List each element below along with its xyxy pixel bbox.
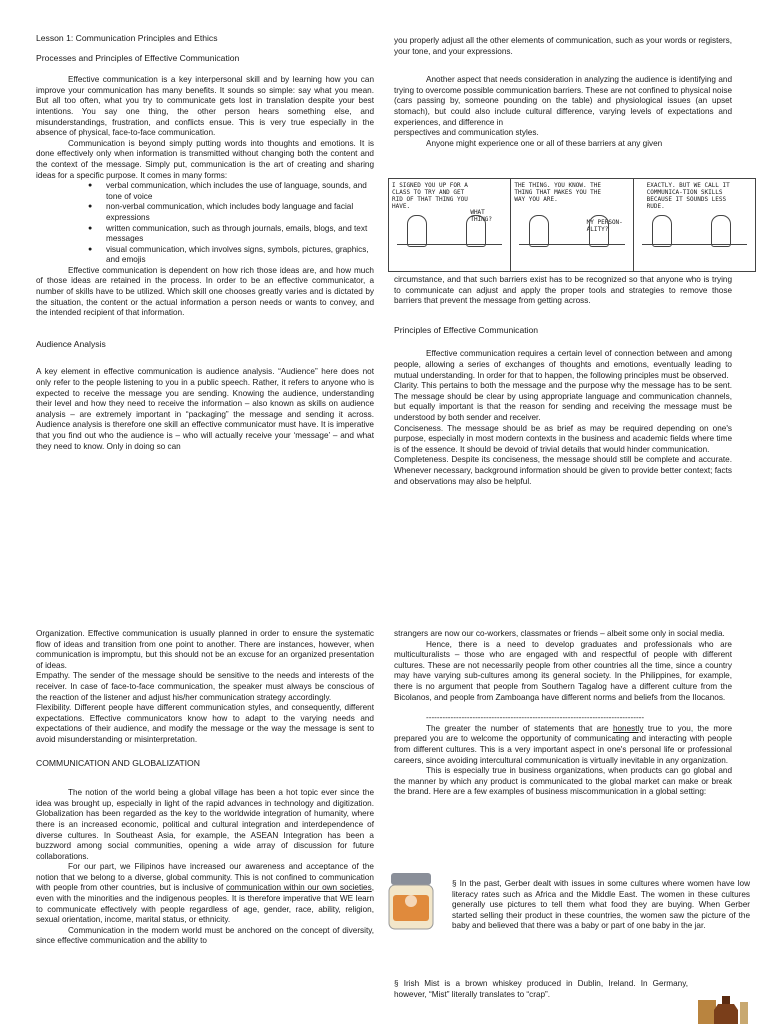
figure-icon [529, 215, 549, 247]
paragraph: circumstance, and that such barriers exist has to be recognized so that anyone who is trying to communicate can adjust and apply the proper tools and strategies to remove those barriers that prevent the message from getting across. [394, 275, 732, 306]
irish-mist-example [394, 979, 688, 1000]
paragraph: Another aspect that needs consideration in analyzing the audience is identifying and trying to overcome possible communication barriers. These are not confined to physical noise (cars passing by, someone pounding on the table) and physiological issues (an upset stomach), but could also include cultural difference, varying levels of expectations and experiences, and difference in [394, 75, 732, 127]
comic-speech: THE THING. YOU KNOW. THE THING THAT MAKES YOU THE WAY YOU ARE. [514, 182, 602, 203]
principle-completeness: Completeness. Despite its conciseness, the message should still be complete and accurate. Whenever necessary, background information should be given to provide better context; facts and observations may also be helpful. [394, 455, 732, 486]
paragraph [394, 724, 732, 766]
comic-panel [511, 179, 633, 271]
paragraph: strangers are now our co-workers, classmates or friends – albeit some only in social media. [394, 629, 725, 638]
principle-conciseness: Conciseness. The message should be as brief as may be required depending on one's purpose, especially in most modern contexts in the business and academic fields where time is of the essence. It should be devoid of trivial details that would hinder communication. [394, 423, 732, 454]
paragraph: Hence, there is a need to develop graduates and professionals who are multiculturalists – those who are engaged with and respectful of people with different cultures. These are not necessarily people from other countries all the time, since a country may have varying sub-cultures among its general society. In the Philippines, for example, there is no argument that people from Southern Tagalog have a different culture from the Bicolanos, and people from Zamboanga have different norms and beliefs from the Ilocanos. [394, 639, 732, 702]
desk-icon [642, 244, 747, 261]
comic-speech: EXACTLY. BUT WE CALL IT COMMUNICA-TION SKILLS BECAUSE IT SOUNDS LESS RUDE. [646, 182, 730, 210]
principle-organization: Organization. Effective communication is usually planned in order to ensure the systematic flow of ideas and transition from one point to another. There are instances, however, when communication is impromptu, but this should not be an excuse for an organized presentation of ideas. [36, 629, 374, 670]
comic-speech: WHAT THING? [470, 209, 493, 223]
bottom-left-column [36, 629, 374, 947]
underlined-text: communication within our own societies [225, 883, 372, 893]
list-item: ● written communication, such as through journals, emails, blogs, and text messages [106, 224, 374, 245]
figure-icon [652, 215, 672, 247]
comic-speech: I SIGNED YOU UP FOR A CLASS TO TRY AND GET RID OF THAT THING YOU HAVE. [392, 182, 468, 210]
paragraph: Communication in the modern world must be anchored on the concept of diversity, since effective communication and the ability to [36, 925, 374, 946]
comic-strip [388, 178, 756, 272]
paragraph: perspectives and communication styles. [394, 128, 539, 138]
figure-icon [589, 215, 609, 247]
whiskey-bottle-icon [696, 996, 750, 1024]
globalization-heading: COMMUNICATION AND GLOBALIZATION [36, 757, 200, 768]
figure-icon [407, 215, 427, 247]
paragraph: § In the past, Gerber dealt with issues in some cultures where women have low literacy rates such as Africa and the Middle East. The women in these cultures generally use pictures to tell them what food they are buying. When Gerber started selling their product in these countries, the women saw the picture of the baby and believed that there was a baby or part of one baby in the jar. [452, 879, 750, 931]
text-span: , even with the minorities and the indigenous peoples. It is therefore imperative that WE learn to communicate effectively with people regardless of age, gender, race, ability, religion, sexual orientation, income, marital status, or ethnicity. [36, 883, 374, 925]
figure-icon [711, 215, 731, 247]
comic-panel [389, 179, 511, 271]
desk-icon [397, 244, 502, 261]
top-left-column [36, 33, 374, 452]
figure-icon [466, 215, 486, 247]
top-right-column-continued [394, 275, 732, 487]
paragraph: Effective communication is dependent on how rich those ideas are, and how much of those ideas are retained in the process. In order to be an effective communicator, a number of skills have to be utilized. Which skill one chooses greatly varies and is dictated by the situation, the content or the actual information a person needs or wants to convey, and the intended recipient of that information. [36, 265, 374, 318]
divider-line: -------------------------------------------------------------------------------- [426, 713, 645, 723]
section-title: Processes and Principles of Effective Communication [36, 52, 240, 63]
desk-icon [519, 244, 624, 261]
top-right-column [394, 36, 732, 149]
paragraph: Effective communication is a key interpersonal skill and by learning how you can improve your communication has many benefits. It sounds so simple: say what you mean. But all too often, what you try to communicate gets lost in translation despite your best intentions. You say one thing, the other person hears something else, and misunderstandings, frustration, and conflicts ensue. This is very true especially in the absence of physical, face-to-face communication. [36, 75, 374, 138]
audience-heading: Audience Analysis [36, 338, 106, 349]
baby-food-jar-icon [385, 871, 437, 933]
gerber-example [452, 879, 750, 932]
paragraph: Effective communication requires a certain level of connection between and among people, allowing a series of exchanges of thoughts and emotions, eventually leading to mutual understanding. In order for that to happen, the following principles must be observed. [394, 349, 732, 380]
paragraph: The notion of the world being a global village has been a hot topic ever since the idea was brought up, especially in light of the rapid advances in technology and digitization. Globalization has been regarded as the key to the worldwide integration of humanity, where there is an increased economic, political and cultural integration and interdependence of diverse cultures. In Southeast Asia, for example, the ASEAN Integration has been a buzzword among social communities, opening a wide array of discussion for future collaborations. [36, 788, 374, 861]
paragraph: A key element in effective communication is audience analysis. “Audience” here does not only refer to the people listening to you in a public speech. Rather, it refers to anyone who is expected to receive the message you are sending. Knowing the audience, understanding their level and how they need to receive the information – also known as skills on audience analysis – are extremely important in “packaging” the message and sending it across. Audience analysis is therefore one skill an effective communicator must have. It is imperative that you find out who the audience is – who will actually receive your ‘message’ – and what they need to know. Only in doing so can [36, 367, 374, 451]
text-span: For our part, we Filipinos have increased our awareness and acceptance of the notion that we belong to a diverse, global community. This is not confined to communication with people from other countries, but is inclusive of [36, 862, 374, 893]
paragraph: This is especially true in business organizations, when products can go global and the manner by which any product is communicated to the global market can make or break the brand. Here are a few examples of business miscommunication in a global setting: [394, 766, 732, 797]
paragraph [36, 862, 374, 926]
text-span: The greater the number of statements that are [426, 723, 613, 733]
text-span: true to you, the more prepared you are to welcome the opportunity of communicating and interacting with people from different cultures. This is a very important aspect in one's personal life or professional careers, since avoiding intercultural communication is virtually inevitable in any organization. [394, 723, 732, 765]
list-item: ● verbal communication, which includes the use of language, sounds, and tone of voice [106, 181, 374, 202]
list-item: ● visual communication, which involves signs, symbols, pictures, graphics, and emojis [106, 245, 374, 266]
paragraph: Anyone might experience one or all of these barriers at any given [426, 138, 663, 148]
paragraph: Communication is beyond simply putting words into thoughts and emotions. It is done effectively only when information is transmitted without changing both the content and the context of the message. Simply put, communication is the art of creating and sharing ideas for a specific purpose. It comes in many forms: [36, 138, 374, 180]
principle-flexibility: Flexibility. Different people have different communication styles, and consequently, different expectations. Effective communicators know how to adapt to the varying needs and expectations of their audience, and modify the message or the way the message is sent to avoid misunderstanding or misinterpretation. [36, 703, 374, 744]
principle-clarity: Clarity. This pertains to both the message and the purpose why the message has to be sent. The message should be clear by using appropriate language and communication channels, but equally important is that the reason for sending and receiving the message must be understood by both sender and receiver. [394, 381, 732, 422]
list-item: ● non-verbal communication, which includes body language and facial expressions [106, 202, 374, 223]
paragraph: § Irish Mist is a brown whiskey produced in Dublin, Ireland. In Germany, however, “Mist” literally translates to “crap”. [394, 979, 688, 999]
principles-heading: Principles of Effective Communication [394, 324, 539, 335]
bottom-right-column [394, 629, 732, 798]
paragraph: you properly adjust all the other elements of communication, such as your words or registers, your tone, and your expressions. [394, 36, 732, 56]
principle-empathy: Empathy. The sender of the message should be sensitive to the needs and interests of the receiver. In case of face-to-face communication, the speaker must always be conscious of the reaction of the listener and adjust his/her communication strategy accordingly. [36, 671, 374, 702]
comic-speech: MY PERSON-ALITY? [586, 219, 623, 233]
lesson-title: Lesson 1: Communication Principles and Ethics [36, 33, 218, 43]
communication-forms-list [36, 181, 374, 266]
comic-panel [634, 179, 755, 271]
underlined-text: honestly [612, 723, 644, 733]
